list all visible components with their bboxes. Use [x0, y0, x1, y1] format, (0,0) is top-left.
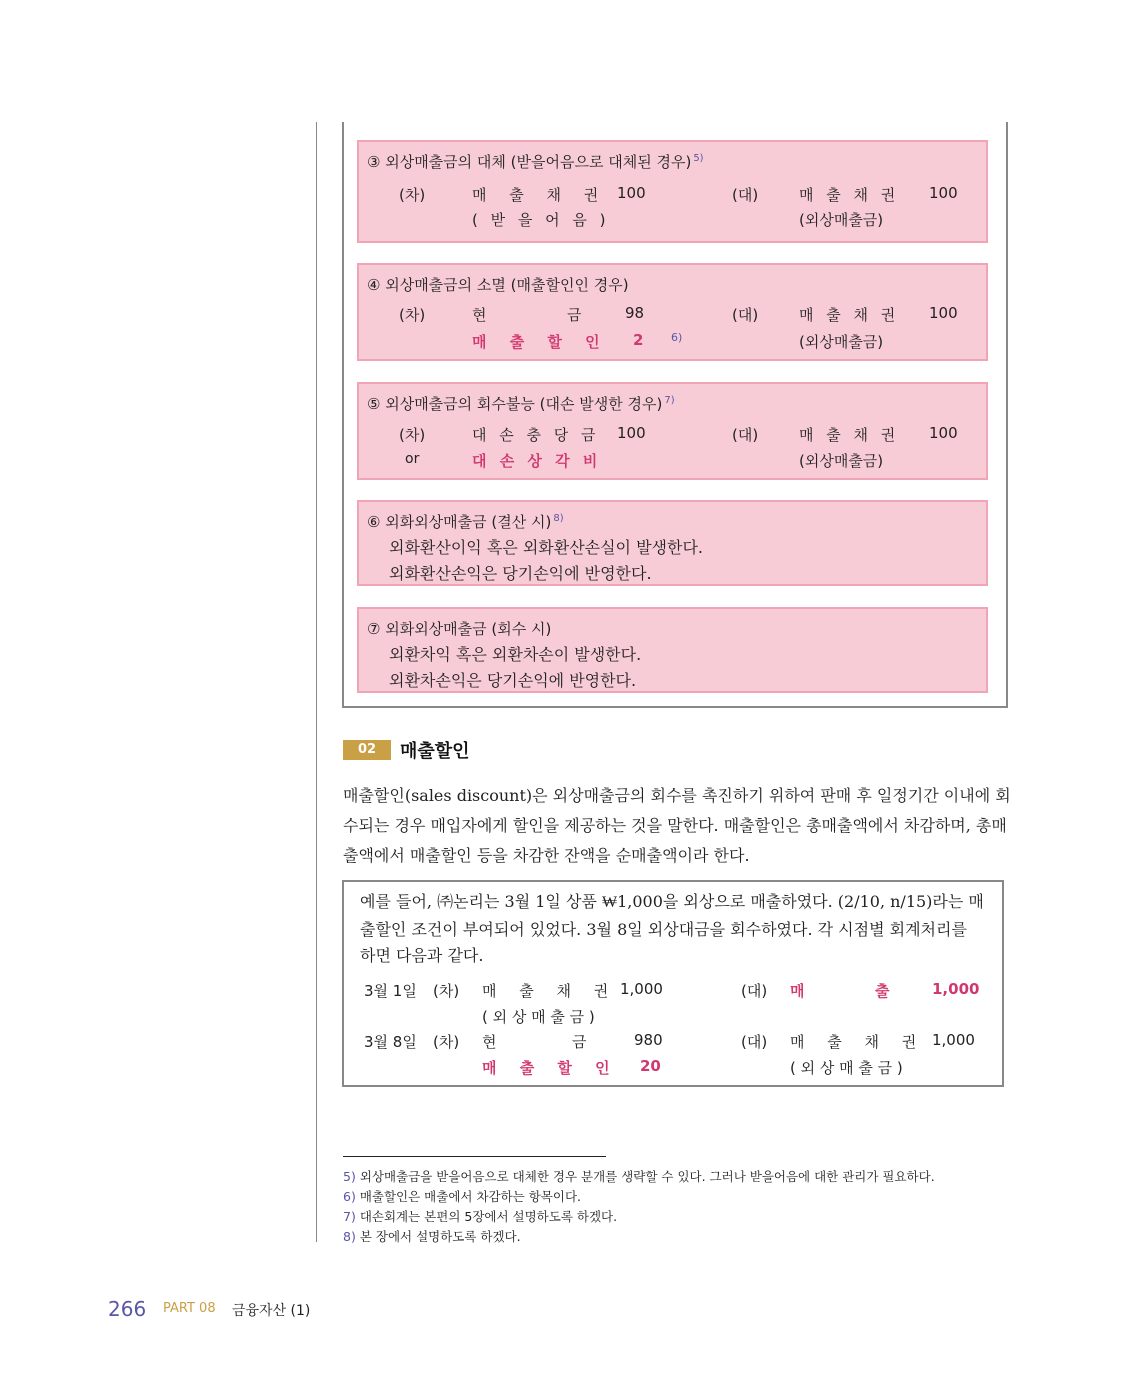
credit-account: 매 출 채 권 [790, 1033, 926, 1051]
box-title: ③ 외상매출금의 대체 (받을어음으로 대체된 경우) $^{5)}$ [367, 153, 704, 171]
entry-box-7 [357, 607, 988, 693]
credit-label: (대) [732, 306, 759, 324]
debit-amount: 1,000 [620, 980, 663, 998]
sales-discount-account: 매 출 할 인 [472, 333, 609, 351]
debit-amount: 100 [617, 424, 646, 442]
entry-box-4 [357, 263, 988, 361]
debit-account: 현 [472, 306, 487, 324]
entry-box-3 [357, 140, 988, 243]
entry-box-5 [357, 382, 988, 480]
credit-label: (대) [741, 1033, 768, 1051]
example-box [342, 880, 1004, 1087]
footnote: 6) 매출할인은 매출에서 차감하는 항목이다. [343, 1189, 581, 1204]
box-title: ⑦ 외화외상매출금 (회수 시) [367, 620, 552, 638]
credit-label: (대) [741, 982, 768, 1000]
debit-sub: ( 받 을 어 음 ) [472, 211, 610, 229]
example-text-line: 출할인 조건이 부여되어 있었다. 3월 8일 외상대금을 회수하였다. 각 시점별 회계처리를 [360, 920, 967, 939]
footnote: 8) 본 장에서 설명하도록 하겠다. [343, 1229, 521, 1244]
example-text-line: 하면 다음과 같다. [360, 946, 484, 965]
credit-amount: 1,000 [932, 1031, 975, 1049]
sales-discount-amount: 2 [633, 331, 644, 349]
body-text-line: 수되는 경우 매입자에게 할인을 제공하는 것을 말한다. 매출할인은 총매출액에서 차감하며, 총매 [343, 816, 1007, 835]
debit-account-end: 금 [567, 306, 582, 324]
credit-account: 매 출 채 권 [799, 306, 900, 324]
debit-account: 매 출 채 권 [482, 982, 618, 1000]
debit-label: (차) [399, 186, 426, 204]
box-text-line: 외화환산이익 혹은 외화환산손실이 발생한다. [389, 538, 704, 557]
box-title: ④ 외상매출금의 소멸 (매출할인인 경우) [367, 276, 629, 294]
debit-account-end: 금 [572, 1033, 587, 1051]
debit-label: (차) [433, 1033, 460, 1051]
credit-amount: 1,000 [932, 980, 980, 998]
credit-sub: ( 외 상 매 출 금 ) [790, 1059, 903, 1077]
debit-account: 매 출 채 권 [472, 186, 608, 204]
debit-label: (차) [399, 306, 426, 324]
body-text-line: 출액에서 매출할인 등을 차감한 잔액을 순매출액이라 한다. [343, 846, 750, 865]
body-text-line: 매출할인(sales discount)은 외상매출금의 회수를 촉진하기 위하여 판매 후 일정기간 이내에 회 [343, 786, 1011, 805]
credit-account: 매 출 채 권 [799, 186, 900, 204]
box-title: ⑤ 외상매출금의 회수불능 (대손 발생한 경우) $^{7)}$ [367, 395, 675, 413]
part-label: PART 08 [163, 1301, 216, 1316]
footnote-rule [343, 1156, 606, 1157]
entry-date: 3월 1일 [364, 982, 417, 1000]
debit-sub: ( 외 상 매 출 금 ) [482, 1008, 595, 1026]
credit-amount: 100 [929, 184, 958, 202]
debit-account: 현 [482, 1033, 497, 1051]
debit-amount: 980 [634, 1031, 663, 1049]
footnote-ref: 6) [671, 331, 683, 344]
sales-account: 매 [790, 982, 805, 1000]
credit-amount: 100 [929, 304, 958, 322]
credit-account: 매 출 채 권 [799, 426, 900, 444]
margin-rule [316, 122, 317, 1242]
sales-account-end: 출 [875, 982, 890, 1000]
debit-label: (차) [399, 426, 426, 444]
box-text-line: 외화환산손익은 당기손익에 반영한다. [389, 564, 652, 583]
box-text-line: 외환차익 혹은 외환차손이 발생한다. [389, 645, 642, 664]
sales-discount-account: 매 출 할 인 [482, 1059, 619, 1077]
credit-label: (대) [732, 426, 759, 444]
section-title: 매출할인 [400, 741, 470, 762]
credit-sub: (외상매출금) [799, 452, 884, 470]
footnote: 7) 대손회계는 본편의 5장에서 설명하도록 하겠다. [343, 1209, 618, 1224]
debit-label: (차) [433, 982, 460, 1000]
box-text-line: 외환차손익은 당기손익에 반영한다. [389, 671, 637, 690]
part-title: 금융자산 (1) [232, 1303, 311, 1319]
bad-debt-expense-account: 대 손 상 각 비 [472, 452, 602, 470]
debit-amount: 98 [625, 304, 645, 322]
entry-box-6 [357, 500, 988, 586]
sales-discount-amount: 20 [640, 1057, 661, 1075]
footnote: 5) 외상매출금을 받을어음으로 대체한 경우 분개를 생략할 수 있다. 그러나 받을어음에 대한 관리가 필요하다. [343, 1169, 935, 1184]
credit-sub: (외상매출금) [799, 211, 884, 229]
credit-amount: 100 [929, 424, 958, 442]
credit-label: (대) [732, 186, 759, 204]
section-number-badge: 02 [343, 740, 391, 760]
entry-date: 3월 8일 [364, 1033, 417, 1051]
example-text-line: 예를 들어, ㈜논리는 3월 1일 상품 ₩1,000을 외상으로 매출하였다. (2/10, n/15)라는 매 [360, 892, 984, 911]
page-number: 266 [108, 1297, 147, 1321]
box-title: ⑥ 외화외상매출금 (결산 시) $^{8)}$ [367, 513, 564, 531]
debit-amount: 100 [617, 184, 646, 202]
debit-account: 대 손 충 당 금 [472, 426, 600, 444]
credit-sub: (외상매출금) [799, 333, 884, 351]
or-label: or [405, 451, 420, 467]
